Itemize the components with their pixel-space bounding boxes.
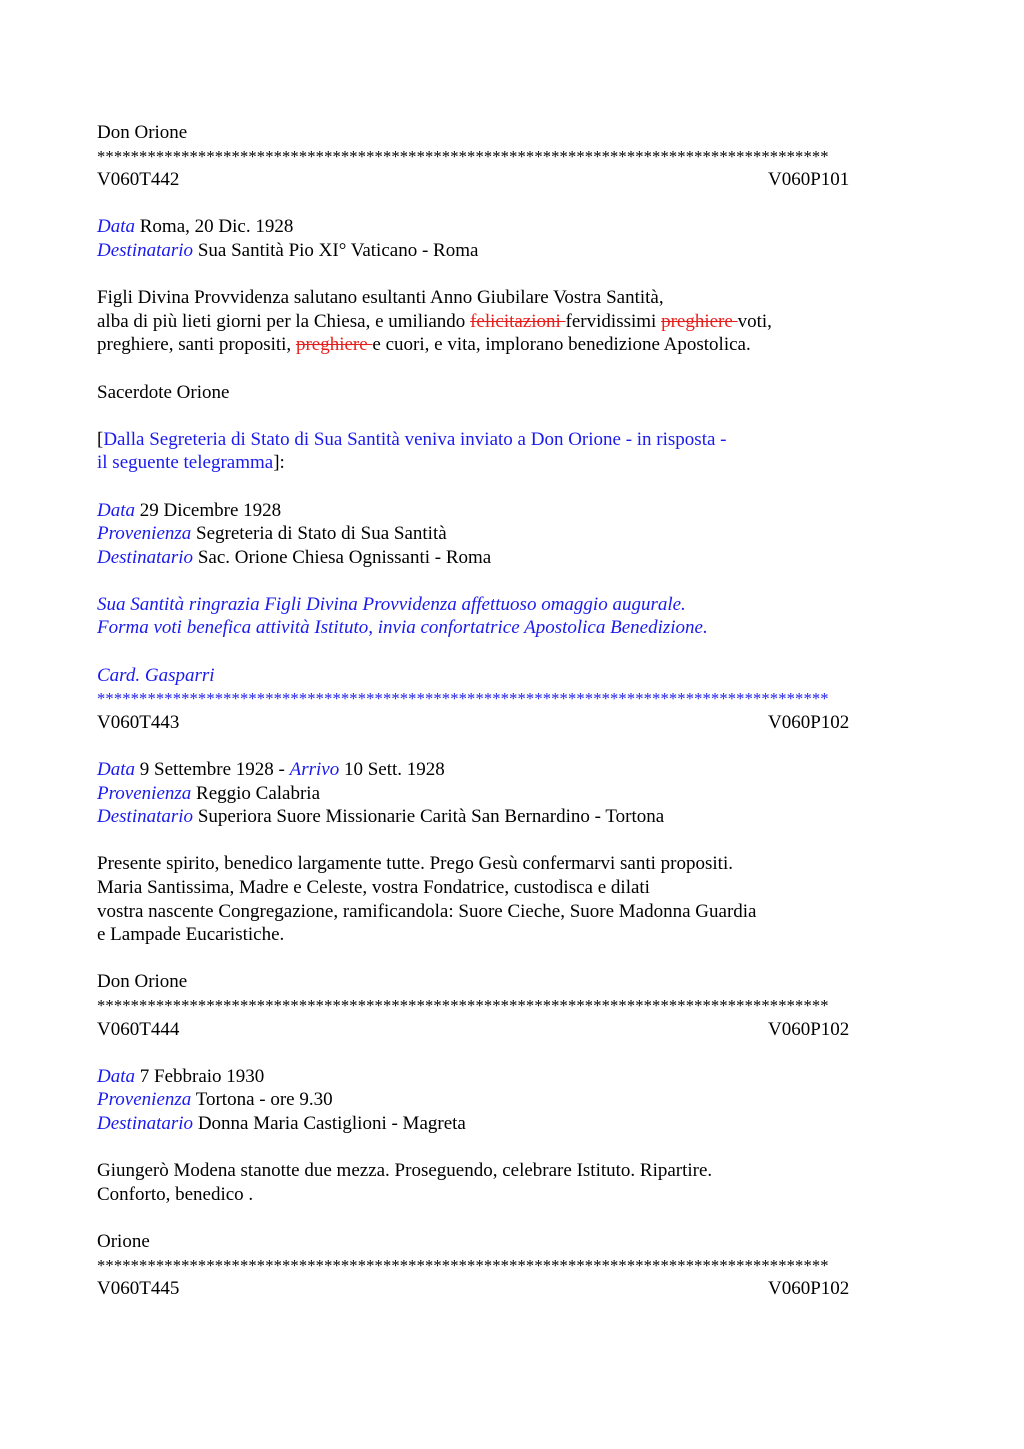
text-id: V060T445 — [97, 1278, 180, 1300]
body-text: voti, — [737, 310, 772, 332]
body-line: vostra nascente Congregazione, ramificandola: Suore Cieche, Suore Madonna Guardia — [97, 900, 757, 922]
editorial-note — [97, 451, 1024, 475]
body-line: Figli Divina Provvidenza salutano esultanti Anno Giubilare Vostra Santità, — [97, 287, 664, 309]
page-id: V060P102 — [768, 1278, 850, 1300]
reply-text: Forma voti benefica attività Istituto, invia confortatrice Apostolica Benedizione. — [97, 617, 708, 639]
body-line: Maria Santissima, Madre e Celeste, vostra Fondatrice, custodisca e dilati — [97, 877, 650, 898]
data-label: Data — [97, 216, 135, 238]
reply-signature: Card. Gasparri — [97, 664, 215, 686]
data-label: Data — [97, 1065, 135, 1087]
origin-line — [97, 782, 1024, 806]
recipient-line — [97, 239, 1024, 263]
recipient-value: Sac. Orione Chiesa Ognissanti - Roma — [197, 546, 492, 568]
deleted-text: felicitazioni — [470, 310, 566, 332]
reply-text: Sua Santità ringrazia Figli Divina Provvidenza affettuoso omaggio augurale. — [97, 593, 686, 615]
page-id: V060P102 — [768, 1018, 850, 1040]
body-line: Conforto, benedico . — [97, 1183, 254, 1205]
entry-id-row — [97, 168, 857, 192]
body-text: fervidissimi — [565, 310, 662, 332]
provenienza-label: Provenienza — [97, 1089, 192, 1111]
entry-id-row — [97, 1277, 857, 1301]
recipient-value: Superiora Suore Missionarie Carità San Bernardino - Tortona — [197, 806, 665, 828]
deleted-text: preghiere — [661, 310, 738, 332]
body-line — [97, 333, 1024, 357]
signature: Sacerdote Orione — [97, 381, 230, 403]
page-id: V060P102 — [768, 711, 850, 733]
bracket: [ — [97, 428, 104, 450]
date-value: 7 Febbraio 1930 — [139, 1065, 265, 1087]
entry-id-row — [97, 1018, 857, 1042]
signature: Orione — [97, 1230, 150, 1252]
separator: *************************************************************************************** — [97, 146, 829, 166]
recipient-line — [97, 546, 1024, 570]
destinatario-label: Destinatario — [97, 806, 194, 828]
arrival-value: 10 Sett. 1928 — [343, 759, 445, 781]
provenienza-label: Provenienza — [97, 523, 192, 545]
date-value: Roma, 20 Dic. 1928 — [139, 216, 294, 238]
body-text: alba di più lieti giorni per la Chiesa, e umiliando — [97, 310, 471, 332]
bracket: ]: — [273, 452, 285, 474]
body-text: preghiere, santi propositi, — [97, 334, 296, 356]
destinatario-label: Destinatario — [97, 1112, 194, 1134]
text-id: V060T443 — [97, 711, 180, 733]
date-line — [97, 758, 1024, 782]
body-line: Presente spirito, benedico largamente tutte. Prego Gesù confermarvi santi propositi. — [97, 853, 733, 875]
origin-line — [97, 1088, 1024, 1112]
editorial-note — [97, 428, 1024, 452]
origin-value: Segreteria di Stato di Sua Santità — [196, 523, 447, 545]
entry-id-row — [97, 711, 857, 735]
text-id: V060T442 — [97, 169, 180, 191]
page-id: V060P101 — [768, 169, 850, 191]
body-text: e cuori, e vita, implorano benedizione Apostolica. — [372, 334, 751, 356]
body-line — [97, 310, 1024, 334]
separator: *************************************************************************************** — [97, 1255, 829, 1275]
body-line: e Lampade Eucaristiche. — [97, 924, 285, 946]
recipient-value: Sua Santità Pio XI° Vaticano - Roma — [197, 239, 479, 261]
recipient-value: Donna Maria Castiglioni - Magreta — [197, 1112, 466, 1134]
origin-line — [97, 522, 1024, 546]
text-id: V060T444 — [97, 1018, 180, 1040]
signature: Don Orione — [97, 971, 188, 993]
recipient-line — [97, 1112, 1024, 1136]
origin-value: Tortona - ore 9.30 — [195, 1089, 333, 1111]
provenienza-label: Provenienza — [97, 782, 192, 804]
recipient-line — [97, 805, 1024, 829]
body-line: Giungerò Modena stanotte due mezza. Proseguendo, celebrare Istituto. Ripartire. — [97, 1160, 713, 1182]
arrivo-label: Arrivo — [289, 759, 340, 781]
date-line — [97, 215, 1024, 239]
note-text: il seguente telegramma — [97, 452, 274, 474]
note-text: Dalla Segreteria di Stato di Sua Santità veniva inviato a Don Orione - in risposta - — [103, 428, 727, 450]
date-line — [97, 499, 1024, 523]
destinatario-label: Destinatario — [97, 239, 194, 261]
date-value: 9 Settembre 1928 - — [139, 759, 290, 781]
data-label: Data — [97, 759, 135, 781]
separator: *************************************************************************************** — [97, 995, 829, 1015]
date-line — [97, 1065, 1024, 1089]
header-author: Don Orione — [97, 122, 188, 143]
deleted-text: preghiere — [295, 334, 373, 356]
destinatario-label: Destinatario — [97, 546, 194, 568]
data-label: Data — [97, 499, 135, 521]
date-value: 29 Dicembre 1928 — [139, 499, 282, 521]
origin-value: Reggio Calabria — [196, 782, 321, 804]
separator: *************************************************************************************** — [97, 689, 829, 709]
